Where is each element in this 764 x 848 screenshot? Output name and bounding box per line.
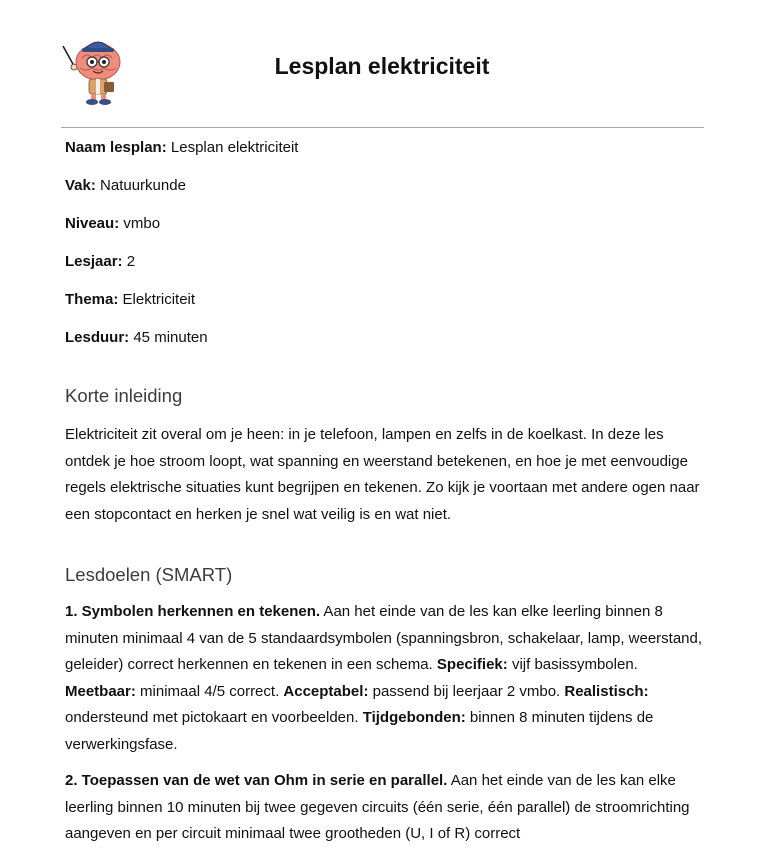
meta-value: Elektriciteit	[122, 291, 196, 308]
goal-text: Aan het einde van de les kan elke leerling binnen 10 minuten bij twee gegeven circuits (één serie, één parallel) de stroomrichting aangeven en per circuit minimaal twee grootheden (U, I of R) correct	[65, 772, 690, 842]
goal-title: 1. Symbolen herkennen en tekenen.	[65, 603, 321, 620]
meta-row-thema	[65, 290, 705, 310]
meta-row-vak	[65, 176, 705, 196]
meta-label: Lesduur:	[65, 329, 130, 346]
smart-value-tijdgebonden: binnen 8 minuten tijdens de verwerkingsfase.	[65, 709, 654, 753]
meta-row-naam-lesplan	[65, 138, 705, 158]
meta-value: Natuurkunde	[100, 177, 186, 194]
meta-row-niveau	[65, 214, 705, 234]
smart-label-specifiek: Specifiek:	[436, 656, 508, 673]
section-heading: Korte inleiding	[65, 385, 183, 406]
meta-value: 45 minuten	[133, 329, 208, 346]
smart-value-meetbaar: minimaal 4/5 correct.	[135, 682, 284, 700]
smart-label-meetbaar: Meetbaar:	[65, 682, 136, 700]
meta-row-lesjaar	[65, 252, 705, 272]
smart-label-tijdgebonden: Tijdgebonden:	[362, 709, 466, 726]
section-heading: Lesdoelen (SMART)	[65, 564, 233, 585]
section-korte-inleiding	[65, 384, 710, 528]
lesson-metadata	[65, 138, 705, 366]
goal-item-2	[65, 768, 710, 848]
section-lesdoelen	[65, 563, 710, 848]
header-divider	[61, 127, 704, 128]
smart-value-acceptabel: passend bij leerjaar 2 vmbo.	[368, 682, 565, 700]
meta-label: Vak:	[65, 177, 96, 194]
meta-label: Lesjaar:	[65, 253, 123, 270]
page-title: Lesplan elektriciteit	[274, 53, 490, 79]
smart-label-acceptabel: Acceptabel:	[283, 682, 369, 700]
document-header	[0, 0, 764, 128]
meta-value: Lesplan elektriciteit	[170, 139, 299, 156]
goal-text: Aan het einde van de les kan elke leerling binnen 8 minuten minimaal 4 van de 5 standaardsymbolen (spanningsbron, schakelaar, lamp, weerstand, geleider) correct herkennen en tekenen in een schema.	[65, 603, 703, 673]
smart-label-realistisch: Realistisch:	[564, 682, 649, 700]
meta-row-lesduur	[65, 328, 705, 348]
meta-label: Niveau:	[65, 215, 120, 232]
goal-title: 2. Toepassen van de wet van Ohm in serie en parallel.	[65, 772, 448, 789]
meta-label: Thema:	[65, 291, 119, 308]
smart-value-realistisch: ondersteund met pictokaart en voorbeelden.	[65, 709, 363, 726]
smart-value-specifiek: vijf basissymbolen.	[507, 656, 638, 673]
meta-label: Naam lesplan:	[65, 139, 167, 156]
intro-paragraph: Elektriciteit zit overal om je heen: in je telefoon, lampen en zelfs in de koelkast. In deze les ontdek je hoe stroom loopt, wat spanning en weerstand betekenen, en hoe je met eenvoudige regels elektrische situaties kunt begrijpen en tekenen. Zo kijk je voortaan met andere ogen naar een stopcontact en herken je snel wat veilig is en wat niet.	[65, 426, 700, 523]
meta-value: vmbo	[123, 215, 161, 232]
goal-item-1	[65, 599, 710, 758]
meta-value: 2	[126, 253, 136, 270]
